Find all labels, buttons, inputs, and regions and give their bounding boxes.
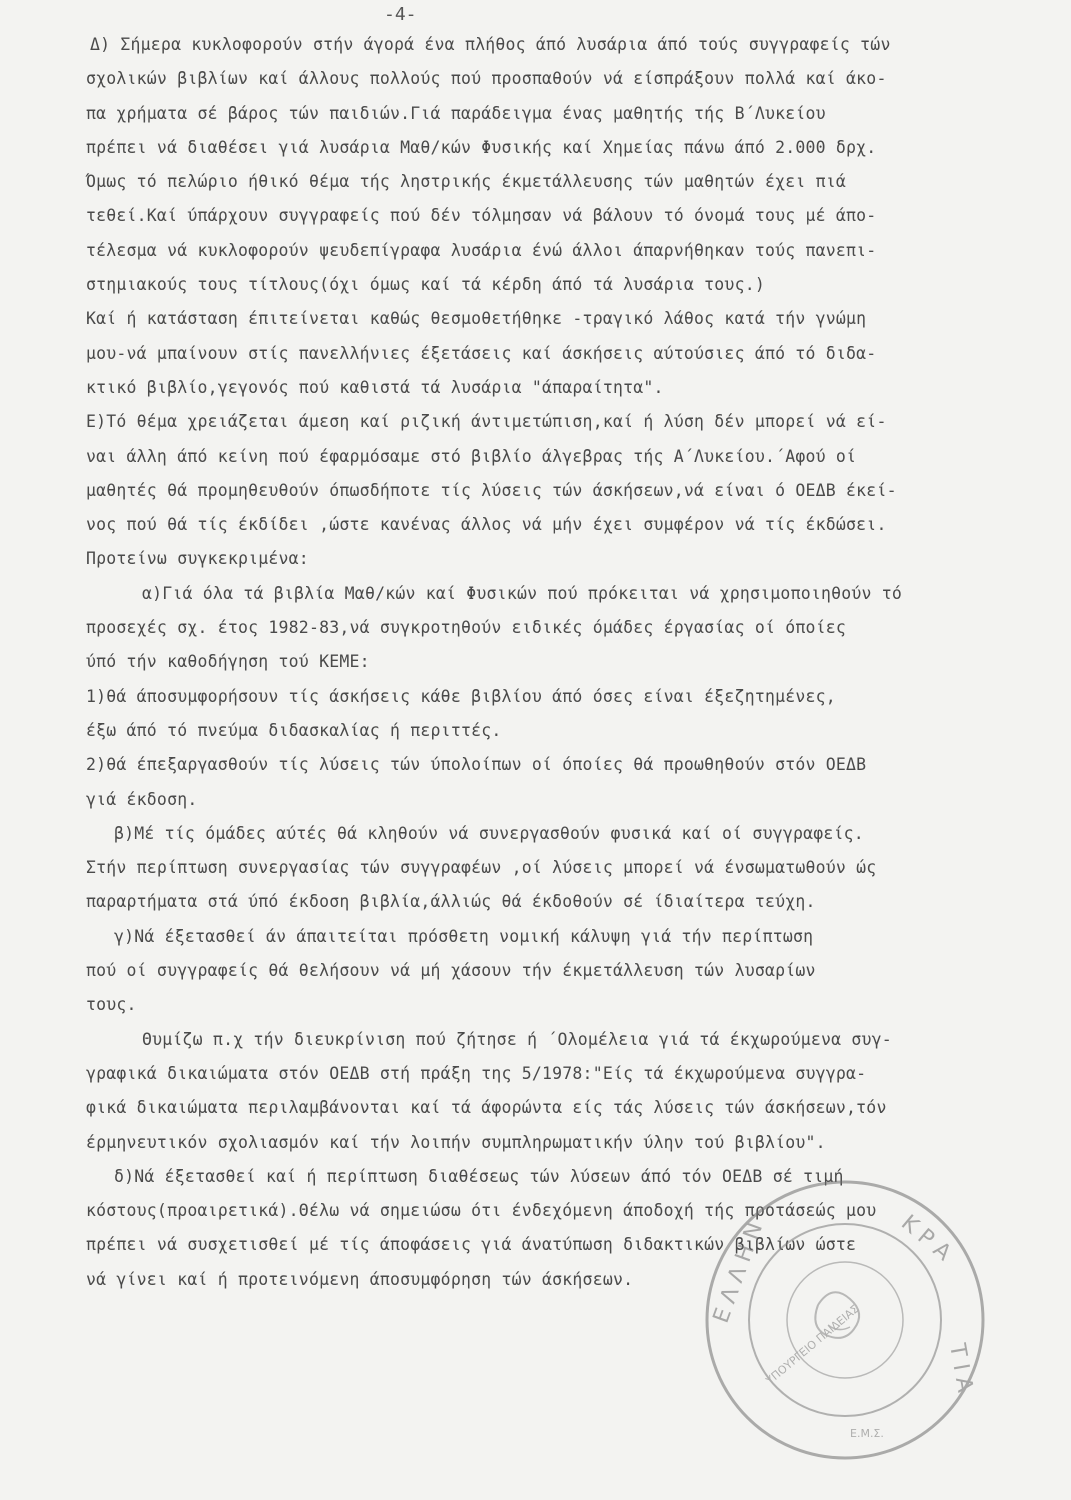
- text-line: νά γίνει καί ή προτεινόμενη άποσυμφόρηση τών άσκήσεων.: [86, 1269, 634, 1289]
- text-line: Ε)Τό θέμα χρειάζεται άμεση καί ριζική άντιμετώπιση,καί ή λύση δέν μπορεί νά εί-: [86, 412, 887, 432]
- text-line: Όμως τό πελώριο ήθικό θέμα τής ληστρικής έκμετάλλευσης τών μαθητών έχει πιά: [86, 172, 847, 192]
- text-line: κόστους(προαιρετικά).Θέλω νά σημειώσω ότι ένδεχόμενη άποδοχή τής προτάσεώς μου: [86, 1201, 877, 1221]
- text-line: Καί ή κατάσταση έπιτείνεται καθώς θεσμοθετήθηκε -τραγικό λάθος κατά τήν γνώμη: [86, 309, 867, 329]
- text-line: έρμηνευτικόν σχολιασμόν καί τήν λοιπήν συμπληρωματικήν ύλην τού βιβλίου".: [86, 1132, 826, 1152]
- text-line: νος πού θά τίς έκδίδει ,ώστε κανένας άλλος νά μήν έχει συμφέρον νά τίς έκδώσει.: [86, 515, 887, 535]
- text-line: γ)Νά έξετασθεί άν άπαιτείται πρόσθετη νομική κάλυψη γιά τήν περίπτωση: [114, 926, 814, 946]
- text-line: γιά έκδοση.: [86, 789, 198, 809]
- page-number: -4-: [384, 4, 417, 25]
- official-stamp-seal: [700, 1175, 990, 1465]
- svg-text:Ε.Μ.Σ.: Ε.Μ.Σ.: [850, 1427, 884, 1440]
- text-line: ναι άλλη άπό κείνη πού έφαρμόσαμε στό βιβλίο άλγεβρας τής Α΄Λυκείου.΄Αφού οί: [86, 446, 857, 466]
- text-line: β)Μέ τίς όμάδες αύτές θά κληθούν νά συνεργασθούν φυσικά καί οί συγγραφείς.: [114, 823, 864, 843]
- svg-text:Κ Ρ Α: Κ Ρ Α: [896, 1210, 956, 1267]
- text-line: πού οί συγγραφείς θά θελήσουν νά μή χάσουν τήν έκμετάλλευση τών λυσαρίων: [86, 961, 816, 981]
- text-line: τους.: [86, 995, 137, 1015]
- text-line: 2)θά έπεξαργασθούν τίς λύσεις τών ύπολοίπων οί όποίες θά προωθηθούν στόν ΟΕΔΒ: [86, 755, 867, 775]
- text-line: πρέπει νά διαθέσει γιά λυσάρια Μαθ/κών Φυσικής καί Χημείας πάνω άπό 2.000 δρχ.: [86, 137, 877, 157]
- document-body: [86, 28, 1046, 1297]
- text-line: ύπό τήν καθοδήγηση τού ΚΕΜΕ:: [86, 652, 370, 672]
- text-line: δ)Νά έξετασθεί καί ή περίπτωση διαθέσεως τών λύσεων άπό τόν ΟΕΔΒ σέ τιμή: [114, 1166, 844, 1186]
- text-line: πα χρήματα σέ βάρος τών παιδιών.Γιά παράδειγμα ένας μαθητής τής Β΄Λυκείου: [86, 103, 826, 123]
- text-line: α)Γιά όλα τά βιβλία Μαθ/κών καί Φυσικών πού πρόκειται νά χρησιμοποιηθούν τό: [142, 583, 903, 603]
- text-line: παραρτήματα στά ύπό έκδοση βιβλία,άλλιώς θά έκδοθούν σέ ίδιαίτερα τεύχη.: [86, 892, 816, 912]
- text-line: Στήν περίπτωση συνεργασίας τών συγγραφέων ,οί λύσεις μπορεί νά ένσωματωθούν ώς: [86, 858, 877, 878]
- text-line: τέλεσμα νά κυκλοφορούν ψευδεπίγραφα λυσάρια ένώ άλλοι άπαρνήθηκαν τούς πανεπι-: [86, 240, 877, 260]
- svg-text:Ε Λ Λ Η Ν: Ε Λ Λ Η Ν: [708, 1219, 769, 1327]
- text-line: στημιακούς τους τίτλους(όχι όμως καί τά κέρδη άπό τά λυσάρια τους.): [86, 275, 765, 295]
- text-line: 1)θά άποσυμφορήσουν τίς άσκήσεις κάθε βιβλίου άπό όσες είναι έξεζητημένες,: [86, 686, 836, 706]
- text-line: μαθητές θά προμηθευθούν όπωσδήποτε τίς λύσεις τών άσκήσεων,νά είναι ό ΟΕΔΒ έκεί-: [86, 480, 897, 500]
- text-line: τεθεί.Καί ύπάρχουν συγγραφείς πού δέν τόλμησαν νά βάλουν τό όνομά τους μέ άπο-: [86, 206, 877, 226]
- text-line: φικά δικαιώματα περιλαμβάνονται καί τά άφορώντα είς τάς λύσεις τών άσκήσεων,τόν: [86, 1098, 887, 1118]
- text-line: Προτείνω συγκεκριμένα:: [86, 549, 309, 569]
- text-line: Θυμίζω π.χ τήν διευκρίνιση πού ζήτησε ή ΄Ολομέλεια γιά τά έκχωρούμενα συγ-: [142, 1029, 892, 1049]
- text-line: πρέπει νά συσχετισθεί μέ τίς άποφάσεις γιά άνατύπωση διδακτικών βιβλίων ώστε: [86, 1235, 857, 1255]
- text-line: σχολικών βιβλίων καί άλλους πολλούς πού προσπαθούν νά είσπράξουν πολλά καί άκο-: [86, 69, 887, 89]
- svg-text:Τ Ι Α: Τ Ι Α: [944, 1341, 978, 1395]
- text-line: κτικό βιβλίο,γεγονός πού καθιστά τά λυσάρια "άπαραίτητα".: [86, 377, 664, 397]
- text-line: Δ) Σήμερα κυκλοφορούν στήν άγορά ένα πλήθος άπό λυσάρια άπό τούς συγγραφείς τών: [90, 35, 891, 54]
- text-line: μου-νά μπαίνουν στίς πανελλήνιες έξετάσεις καί άσκήσεις αύτούσιες άπό τό διδα-: [86, 343, 877, 363]
- text-line: έξω άπό τό πνεύμα διδασκαλίας ή περιττές.: [86, 720, 502, 740]
- text-line: γραφικά δικαιώματα στόν ΟΕΔΒ στή πράξη της 5/1978:"Είς τά έκχωρούμενα συγγρα-: [86, 1063, 867, 1083]
- svg-text:ΥΠΟΥΡΓΕΙΟ ΠΑΙΔΕΙΑΣ: ΥΠΟΥΡΓΕΙΟ ΠΑΙΔΕΙΑΣ: [763, 1302, 862, 1388]
- text-line: προσεχές σχ. έτος 1982-83,νά συγκροτηθούν ειδικές όμάδες έργασίας οί όποίες: [86, 618, 847, 638]
